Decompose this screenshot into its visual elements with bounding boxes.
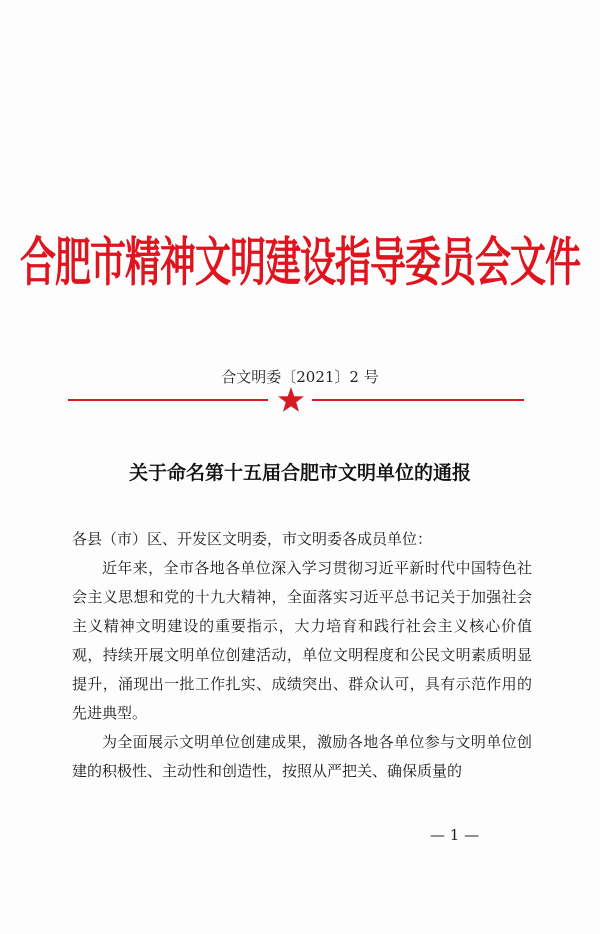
star-icon [277, 386, 305, 414]
page-number: — 1 — [430, 826, 480, 844]
document-number: 合文明委〔2021〕2 号 [221, 368, 379, 386]
document-body [72, 525, 532, 786]
paragraph: 为全面展示文明单位创建成果，激励各地各单位参与文明单位创建的积极性、主动性和创造性，按照从严把关、确保质量的 [72, 733, 532, 780]
red-rule-right [312, 399, 524, 401]
salutation: 各县（市）区、开发区文明委，市文明委各成员单位： [72, 530, 433, 548]
red-rule-left [68, 399, 268, 401]
paragraph: 近年来，全市各地各单位深入学习贯彻习近平新时代中国特色社会主义思想和党的十九大精神，全面落实习近平总书记关于加强社会主义精神文明建设的重要指示，大力培育和践行社会主义核心价值观，持续开展文明单位创建活动，单位文明程度和公民文明素质明显提升，涌现出一批工作扎实、成绩突出、群众认可，具有示范作用的先进典型。 [72, 559, 532, 722]
issuer-header: 合肥市精神文明建设指导委员会文件 [19, 233, 580, 294]
document-title: 关于命名第十五届合肥市文明单位的通报 [128, 462, 471, 484]
